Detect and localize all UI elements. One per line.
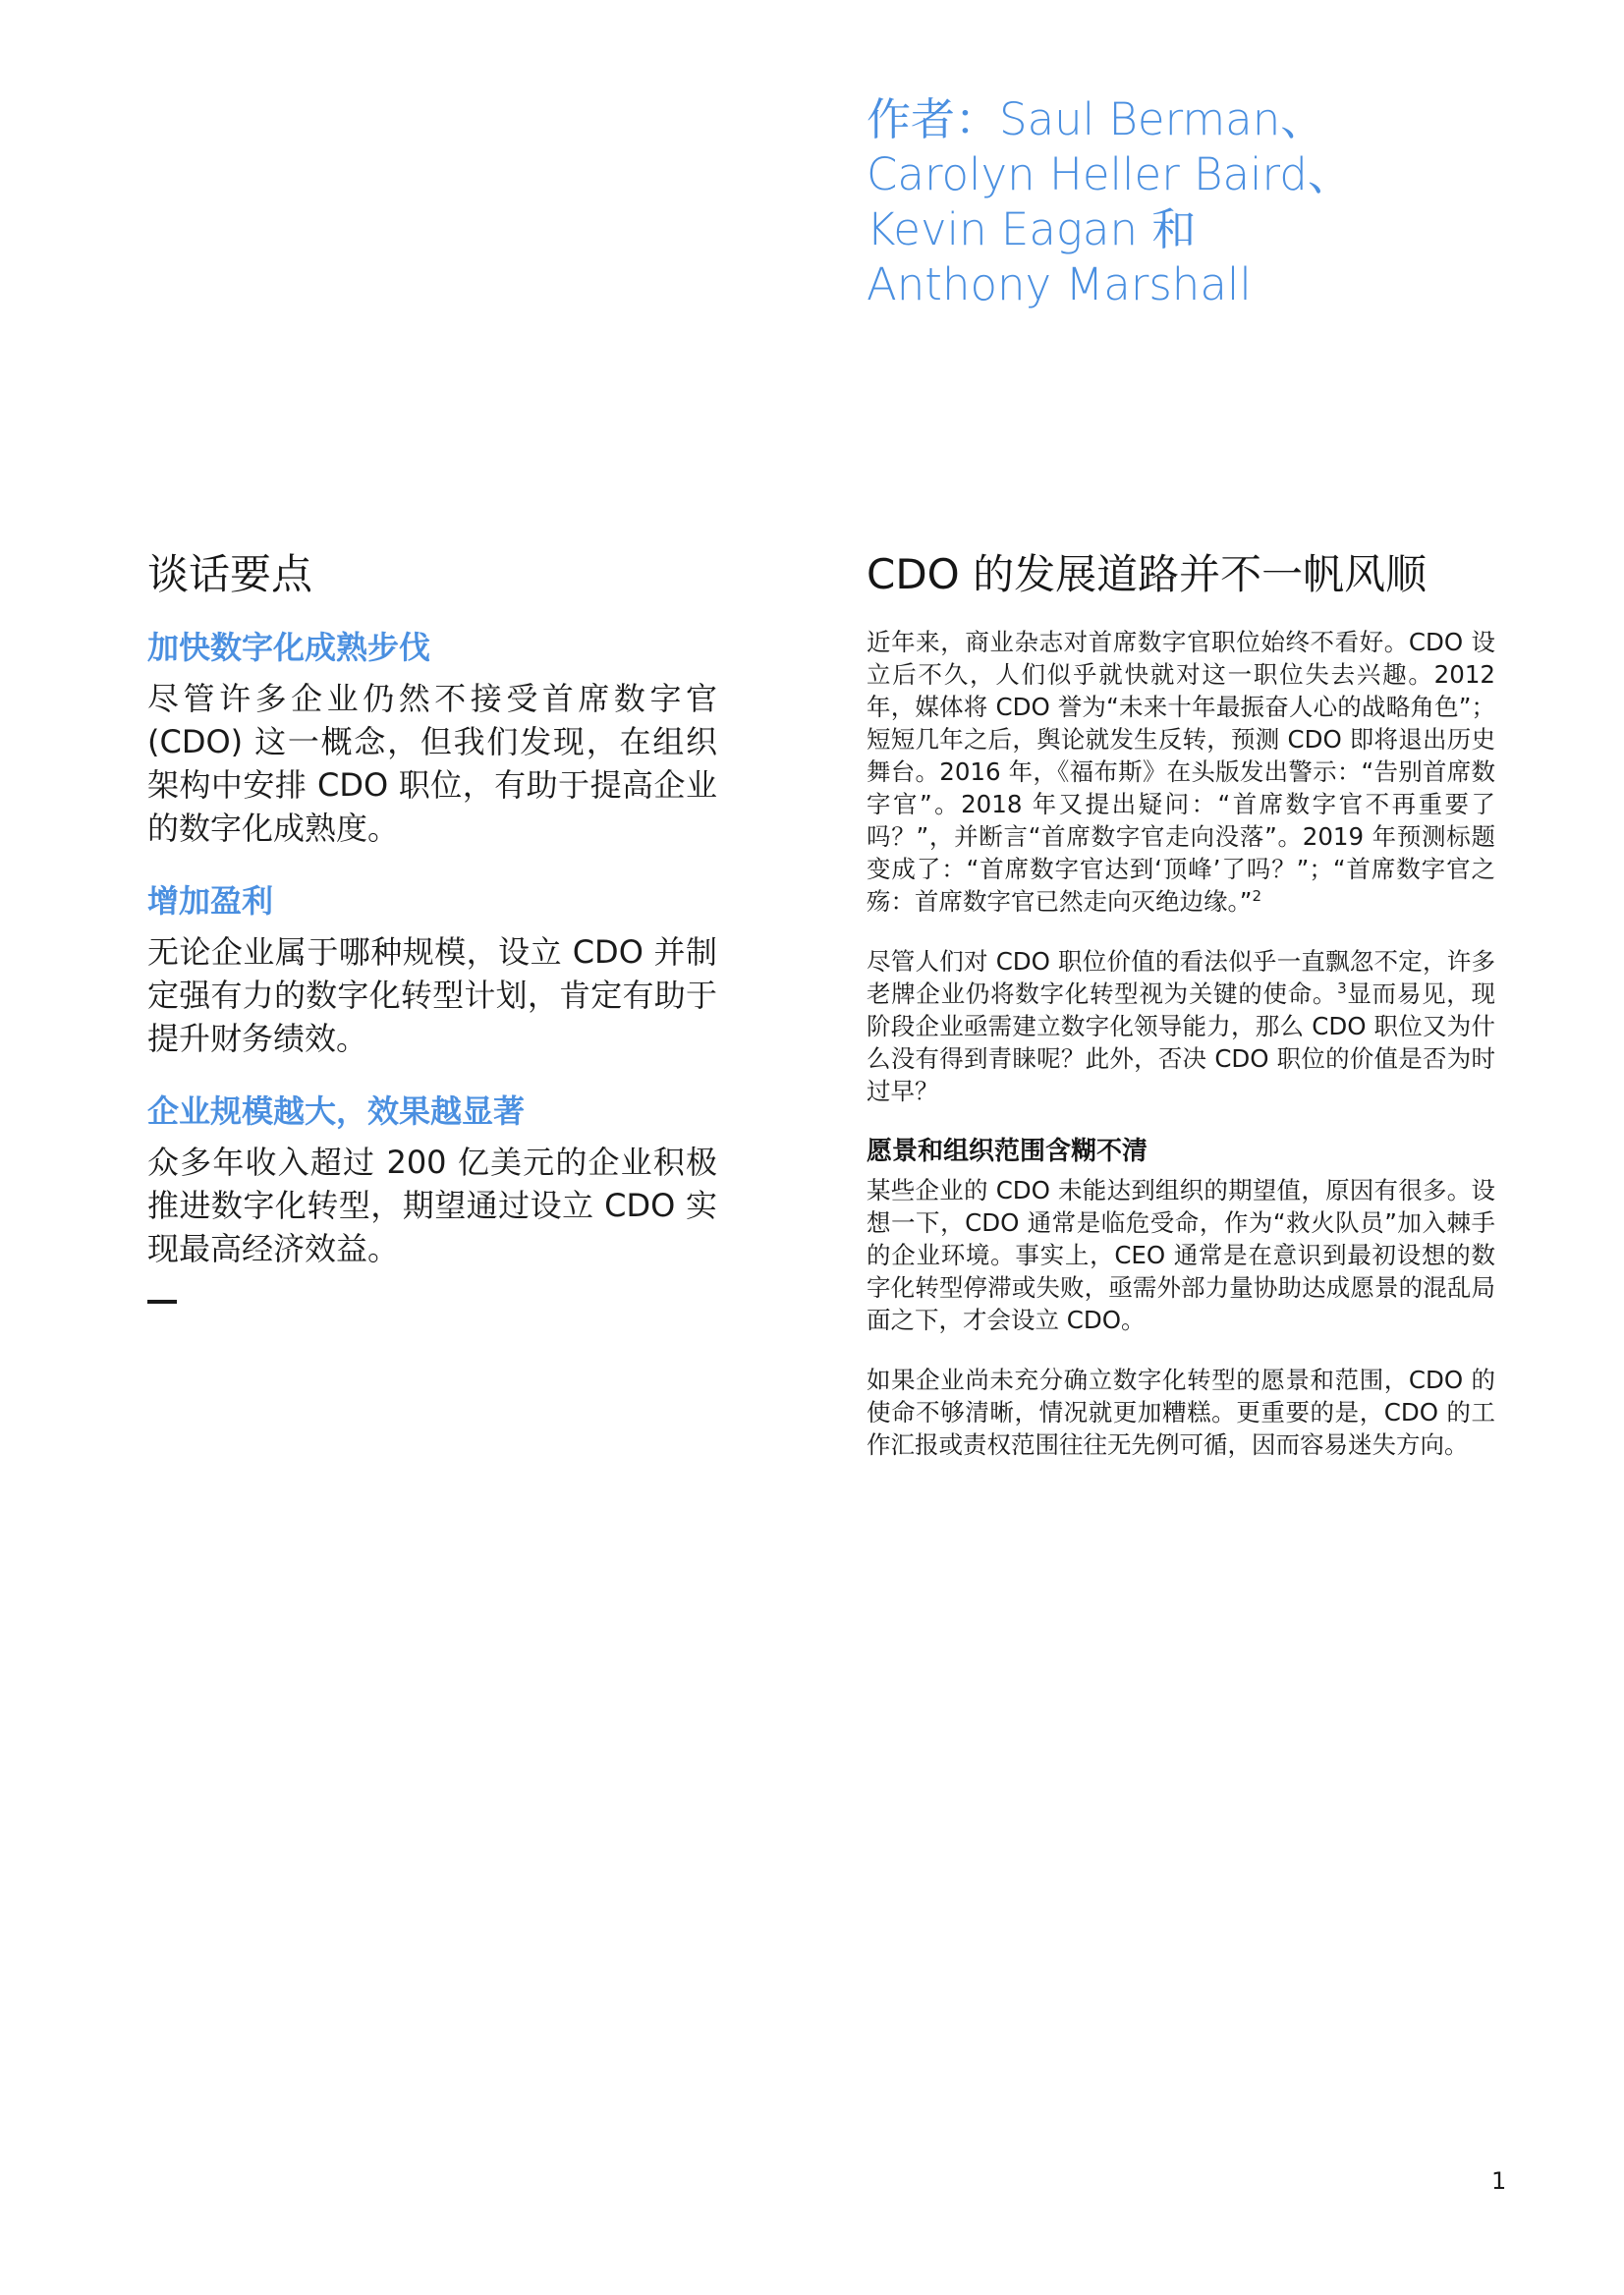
page-number: 1 <box>1491 2167 1507 2195</box>
article-subheading: 愿景和组织范围含糊不清 <box>867 1137 1148 1166</box>
talking-point-title: 加快数字化成熟步伐 <box>147 629 431 666</box>
author-line: 作者：Saul Berman、 <box>867 93 1325 145</box>
author-line: Kevin Eagan 和 <box>867 203 1197 255</box>
author-line: Anthony Marshall <box>867 258 1252 310</box>
article-paragraph <box>867 945 1495 1107</box>
section-end-dash <box>147 1300 177 1304</box>
talking-point-title: 增加盈利 <box>147 882 274 920</box>
article-column <box>867 545 1495 1488</box>
paragraph-text: 近年来，商业杂志对首席数字官职位始终不看好。CDO 设立后不久，人们似乎就快就对这一职位失去兴趣。2012 年，媒体将 CDO 誉为“未来十年最振奋人心的战略角色”；短短几年之后，舆论就发生反转，预测 CDO 即将退出历史舞台。2016 年，《福布斯》在头版发出警示：“告别首席数字官”。2018 年又提出疑问：“首席数字官不再重要了吗？”，并断言“首席数字官走向没落”。2019 年预测标题变成了：“首席数字官达到‘顶峰’了吗？”；“首席数字官之殇：首席数字官已然走向灭绝边缘。” <box>867 628 1495 916</box>
talking-point-title: 企业规模越大，效果越显著 <box>147 1092 526 1130</box>
author-list <box>867 92 1554 312</box>
talking-point-text: 无论企业属于哪种规模，设立 CDO 并制定强有力的数字化转型计划，肯定有助于提升财务绩效。 <box>147 933 717 1057</box>
talking-point-text: 尽管许多企业仍然不接受首席数字官 (CDO) 这一概念，但我们发现，在组织架构中安排 CDO 职位，有助于提高企业的数字化成熟度。 <box>147 680 717 847</box>
talking-points-column <box>147 545 717 1304</box>
article-paragraph: 如果企业尚未充分确立数字化转型的愿景和范围，CDO 的使命不够清晰，情况就更加糟糕。更重要的是，CDO 的工作汇报或责权范围往往无先例可循，因而容易迷失方向。 <box>867 1366 1495 1459</box>
paragraph-text: 显而易见，现阶段企业亟需建立数字化领导能力，那么 CDO 职位又为什么没有得到青睐呢？此外，否决 CDO 职位的价值是否为时过早？ <box>867 980 1496 1105</box>
article-paragraph <box>867 626 1495 918</box>
author-line: Carolyn Heller Baird、 <box>867 148 1352 200</box>
talking-point-text: 众多年收入超过 200 亿美元的企业积极推进数字化转型，期望通过设立 CDO 实现最高经济效益。 <box>147 1144 717 1267</box>
article-heading: CDO 的发展道路并不一帆风顺 <box>867 550 1428 598</box>
footnote-ref: 2 <box>1252 886 1261 905</box>
paragraph-text: 尽管人们对 CDO 职位价值的看法似乎一直飘忽不定，许多老牌企业仍将数字化转型视为关键的使命。 <box>867 947 1495 1008</box>
footnote-ref: 3 <box>1337 979 1347 997</box>
talking-points-heading: 谈话要点 <box>147 550 313 598</box>
article-paragraph: 某些企业的 CDO 未能达到组织的期望值，原因有很多。设想一下，CDO 通常是临危受命，作为“救火队员”加入棘手的企业环境。事实上，CEO 通常是在意识到最初设想的数字化转型停滞或失败，亟需外部力量协助达成愿景的混乱局面之下，才会设立 CDO。 <box>867 1176 1495 1334</box>
